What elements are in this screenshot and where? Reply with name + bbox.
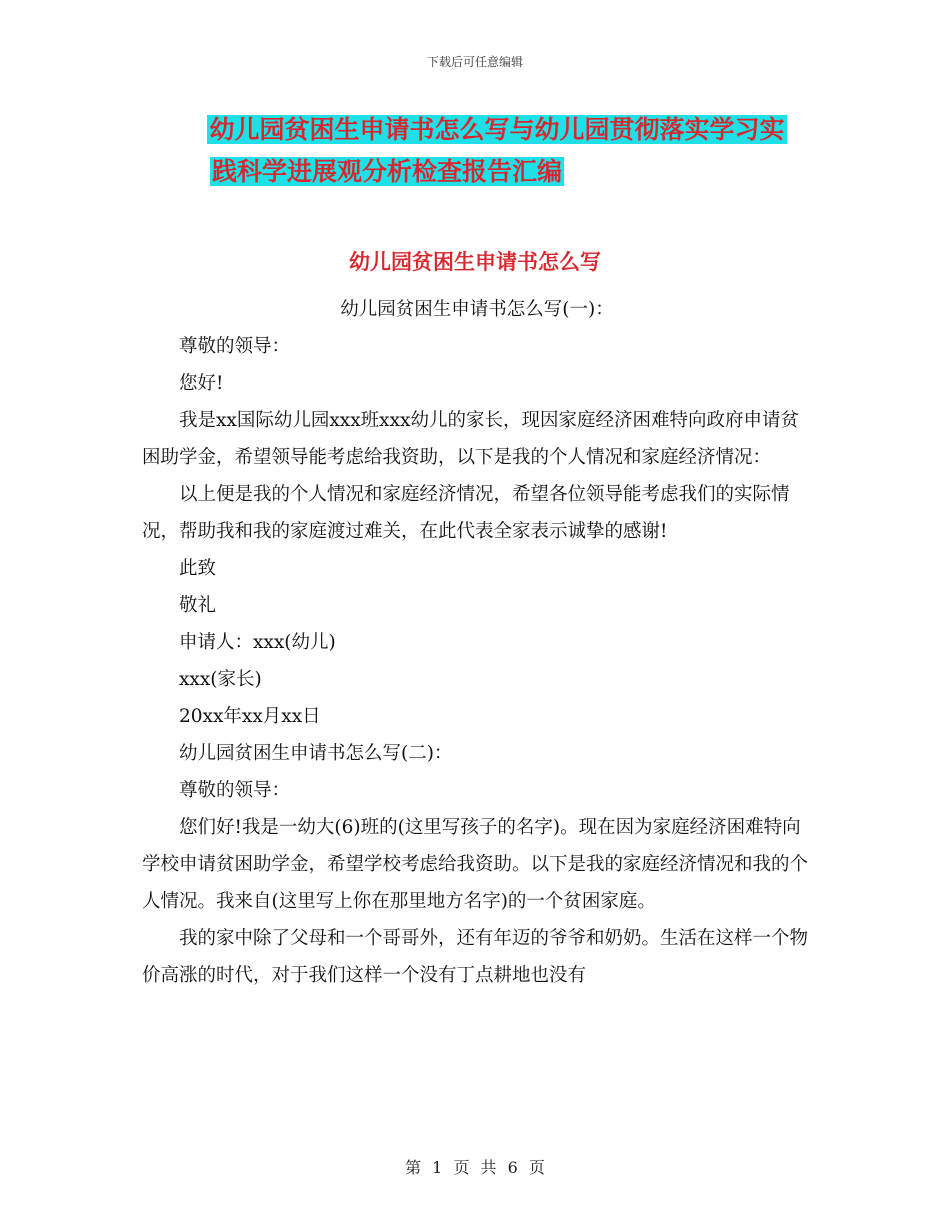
closing-line: 此致 (179, 558, 217, 579)
date-line: 20xx年xx月xx日 (179, 706, 321, 727)
greeting: 您好! (179, 373, 224, 394)
subheading-part-one: 幼儿园贫困生申请书怎么写(一)： (340, 299, 614, 320)
body-paragraph: 我是xx国际幼儿园xxx班xxx幼儿的家长，现因家庭经济困难特向政府申请贫困助学金，希望领导能考虑给我资助，以下是我的个人情况和家庭经济情况： (142, 410, 799, 468)
document-title-line-1: 幼儿园贫困生申请书怎么写与幼儿园贯彻落实学习实 (209, 115, 785, 144)
parent-signature: xxx(家长) (179, 669, 262, 690)
page-number-footer: 第 1 页 共 6 页 (405, 1158, 545, 1177)
document-body (142, 291, 812, 994)
body-paragraph: 您们好!我是一幼大(6)班的(这里写孩子的名字)。现在因为家庭经济困难特向学校申请贫困助学金，希望学校考虑给我资助。以下是我的家庭经济情况和我的个人情况。我来自(这里写上你在那里地方名字)的一个贫困家庭。 (142, 817, 809, 912)
closing-line: 敬礼 (179, 595, 217, 616)
body-paragraph: 我的家中除了父母和一个哥哥外，还有年迈的爷爷和奶奶。生活在这样一个物价高涨的时代，对于我们这样一个没有丁点耕地也没有 (142, 928, 809, 986)
subheading-part-two: 幼儿园贫困生申请书怎么写(二)： (179, 743, 453, 764)
applicant-signature: 申请人：xxx(幼儿) (179, 632, 336, 653)
document-title-line-2: 践科学进展观分析检查报告汇编 (211, 157, 562, 186)
body-paragraph: 以上便是我的个人情况和家庭经济情况，希望各位领导能考虑我们的实际情况，帮助我和我的家庭渡过难关，在此代表全家表示诚挚的感谢! (142, 484, 790, 542)
section-heading: 幼儿园贫困生申请书怎么写 (349, 250, 601, 274)
salutation: 尊敬的领导： (179, 336, 291, 357)
salutation: 尊敬的领导： (179, 780, 291, 801)
header-note: 下载后可任意编辑 (426, 55, 523, 69)
